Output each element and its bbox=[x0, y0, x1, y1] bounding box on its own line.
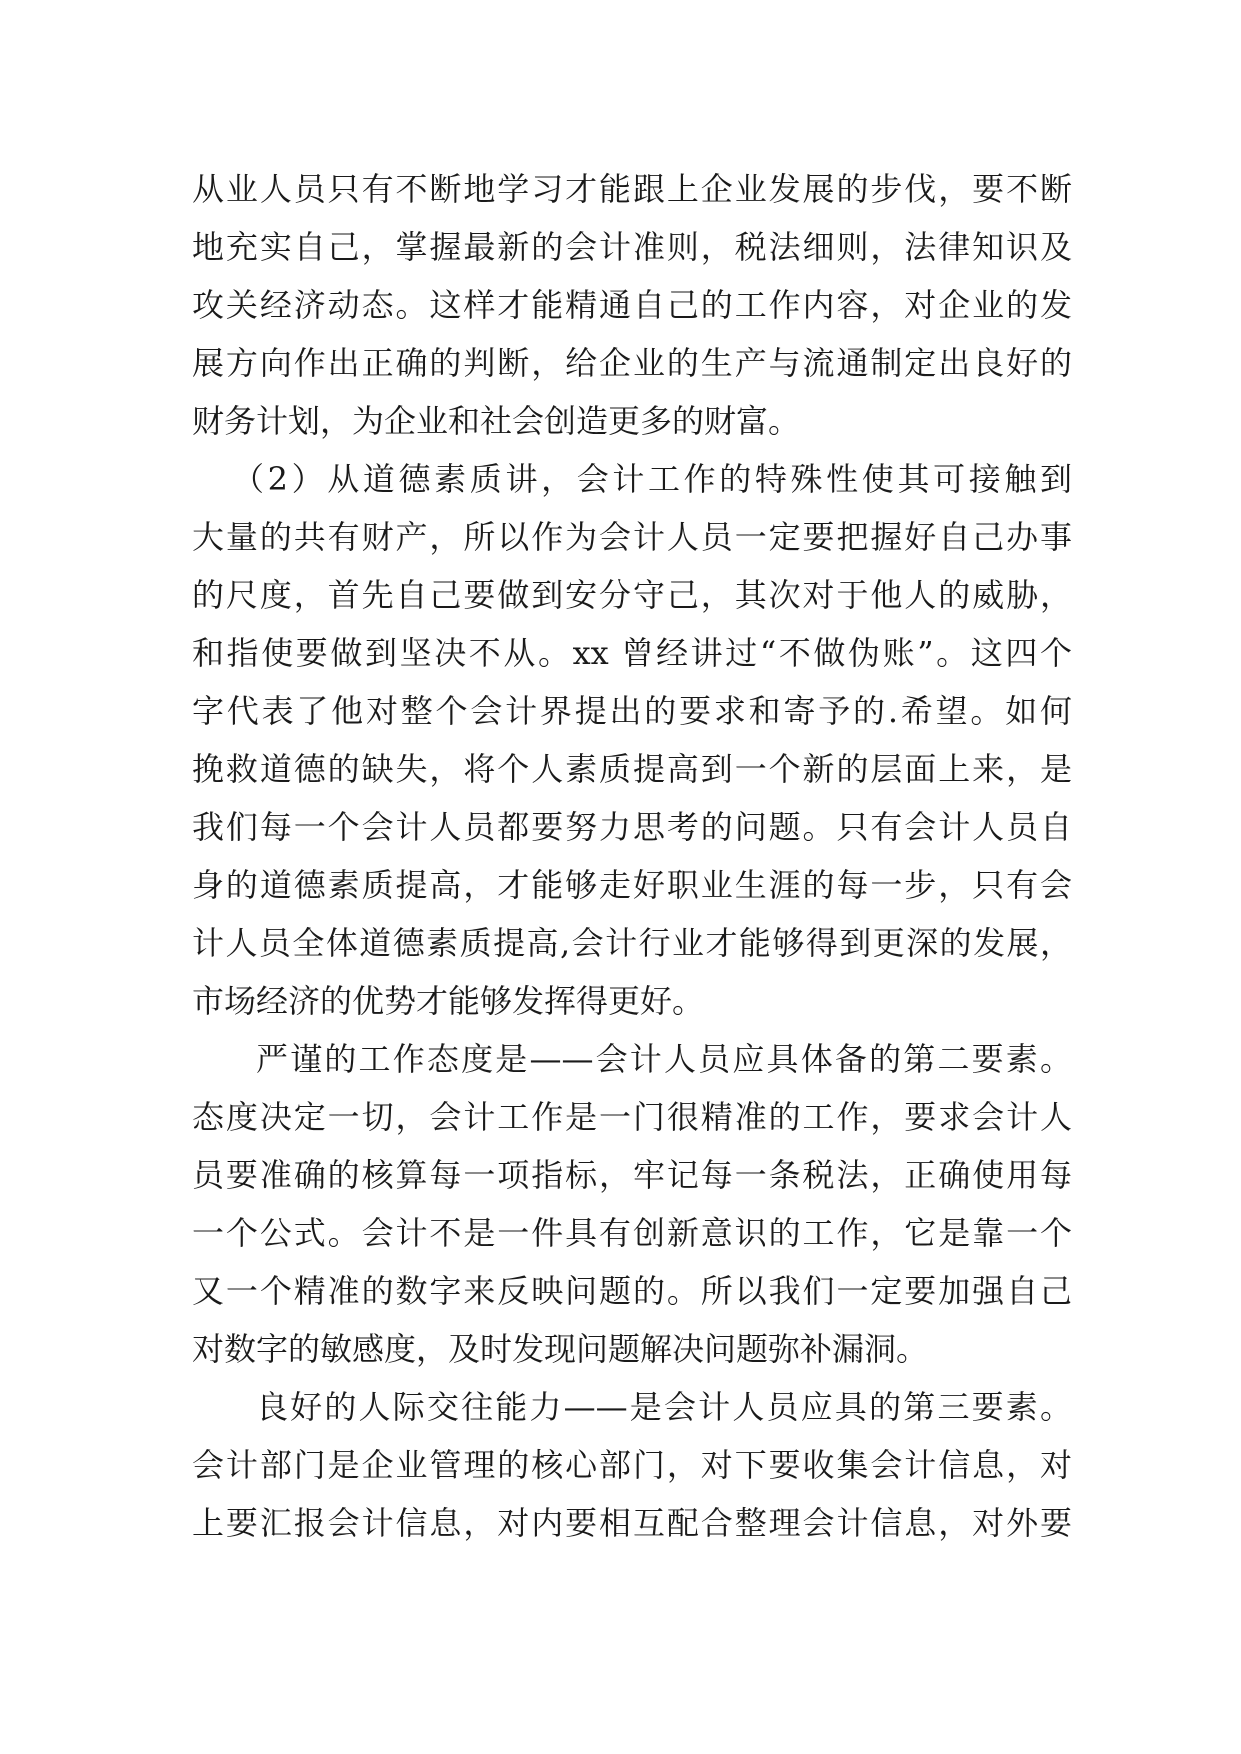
text-line: 和指使要做到坚决不从。xx 曾经讲过“不做伪账”。这四个 bbox=[192, 634, 1072, 672]
text-line: （2）从道德素质讲，会计工作的特殊性使其可接触到 bbox=[232, 460, 1072, 498]
text-line: 严谨的工作态度是——会计人员应具体备的第二要素。 bbox=[256, 1040, 1072, 1078]
text-line: 员要准确的核算每一项指标，牢记每一条税法，正确使用每 bbox=[192, 1156, 1072, 1194]
text-line: 财务计划，为企业和社会创造更多的财富。 bbox=[192, 402, 801, 440]
text-line: 一个公式。会计不是一件具有创新意识的工作，它是靠一个 bbox=[192, 1214, 1072, 1252]
text-line: 地充实自己，掌握最新的会计准则，税法细则，法律知识及 bbox=[192, 228, 1072, 266]
body-text bbox=[192, 160, 1072, 1552]
text-line: 对数字的敏感度，及时发现问题解决问题弥补漏洞。 bbox=[192, 1330, 929, 1368]
text-line: 会计部门是企业管理的核心部门，对下要收集会计信息，对 bbox=[192, 1446, 1072, 1484]
text-line: 市场经济的优势才能够发挥得更好。 bbox=[192, 982, 705, 1020]
text-line: 身的道德素质提高，才能够走好职业生涯的每一步，只有会 bbox=[192, 866, 1072, 904]
text-line: 计人员全体道德素质提高,会计行业才能够得到更深的发展， bbox=[192, 924, 1072, 962]
text-line: 字代表了他对整个会计界提出的要求和寄予的.希望。如何 bbox=[192, 692, 1072, 730]
text-line: 挽救道德的缺失，将个人素质提高到一个新的层面上来，是 bbox=[192, 750, 1072, 788]
text-line: 又一个精准的数字来反映问题的。所以我们一定要加强自己 bbox=[192, 1272, 1072, 1310]
text-line: 从业人员只有不断地学习才能跟上企业发展的步伐，要不断 bbox=[192, 170, 1072, 208]
text-line: 展方向作出正确的判断，给企业的生产与流通制定出良好的 bbox=[192, 344, 1072, 382]
text-line: 大量的共有财产，所以作为会计人员一定要把握好自己办事 bbox=[192, 518, 1072, 556]
text-line: 良好的人际交往能力——是会计人员应具的第三要素。 bbox=[256, 1388, 1072, 1426]
text-line: 我们每一个会计人员都要努力思考的问题。只有会计人员自 bbox=[192, 808, 1072, 846]
text-line: 的尺度，首先自己要做到安分守己，其次对于他人的威胁， bbox=[192, 576, 1072, 614]
text-line: 上要汇报会计信息，对内要相互配合整理会计信息，对外要 bbox=[192, 1504, 1072, 1542]
text-line: 态度决定一切，会计工作是一门很精准的工作，要求会计人 bbox=[192, 1098, 1072, 1136]
text-line: 攻关经济动态。这样才能精通自己的工作内容，对企业的发 bbox=[192, 286, 1072, 324]
